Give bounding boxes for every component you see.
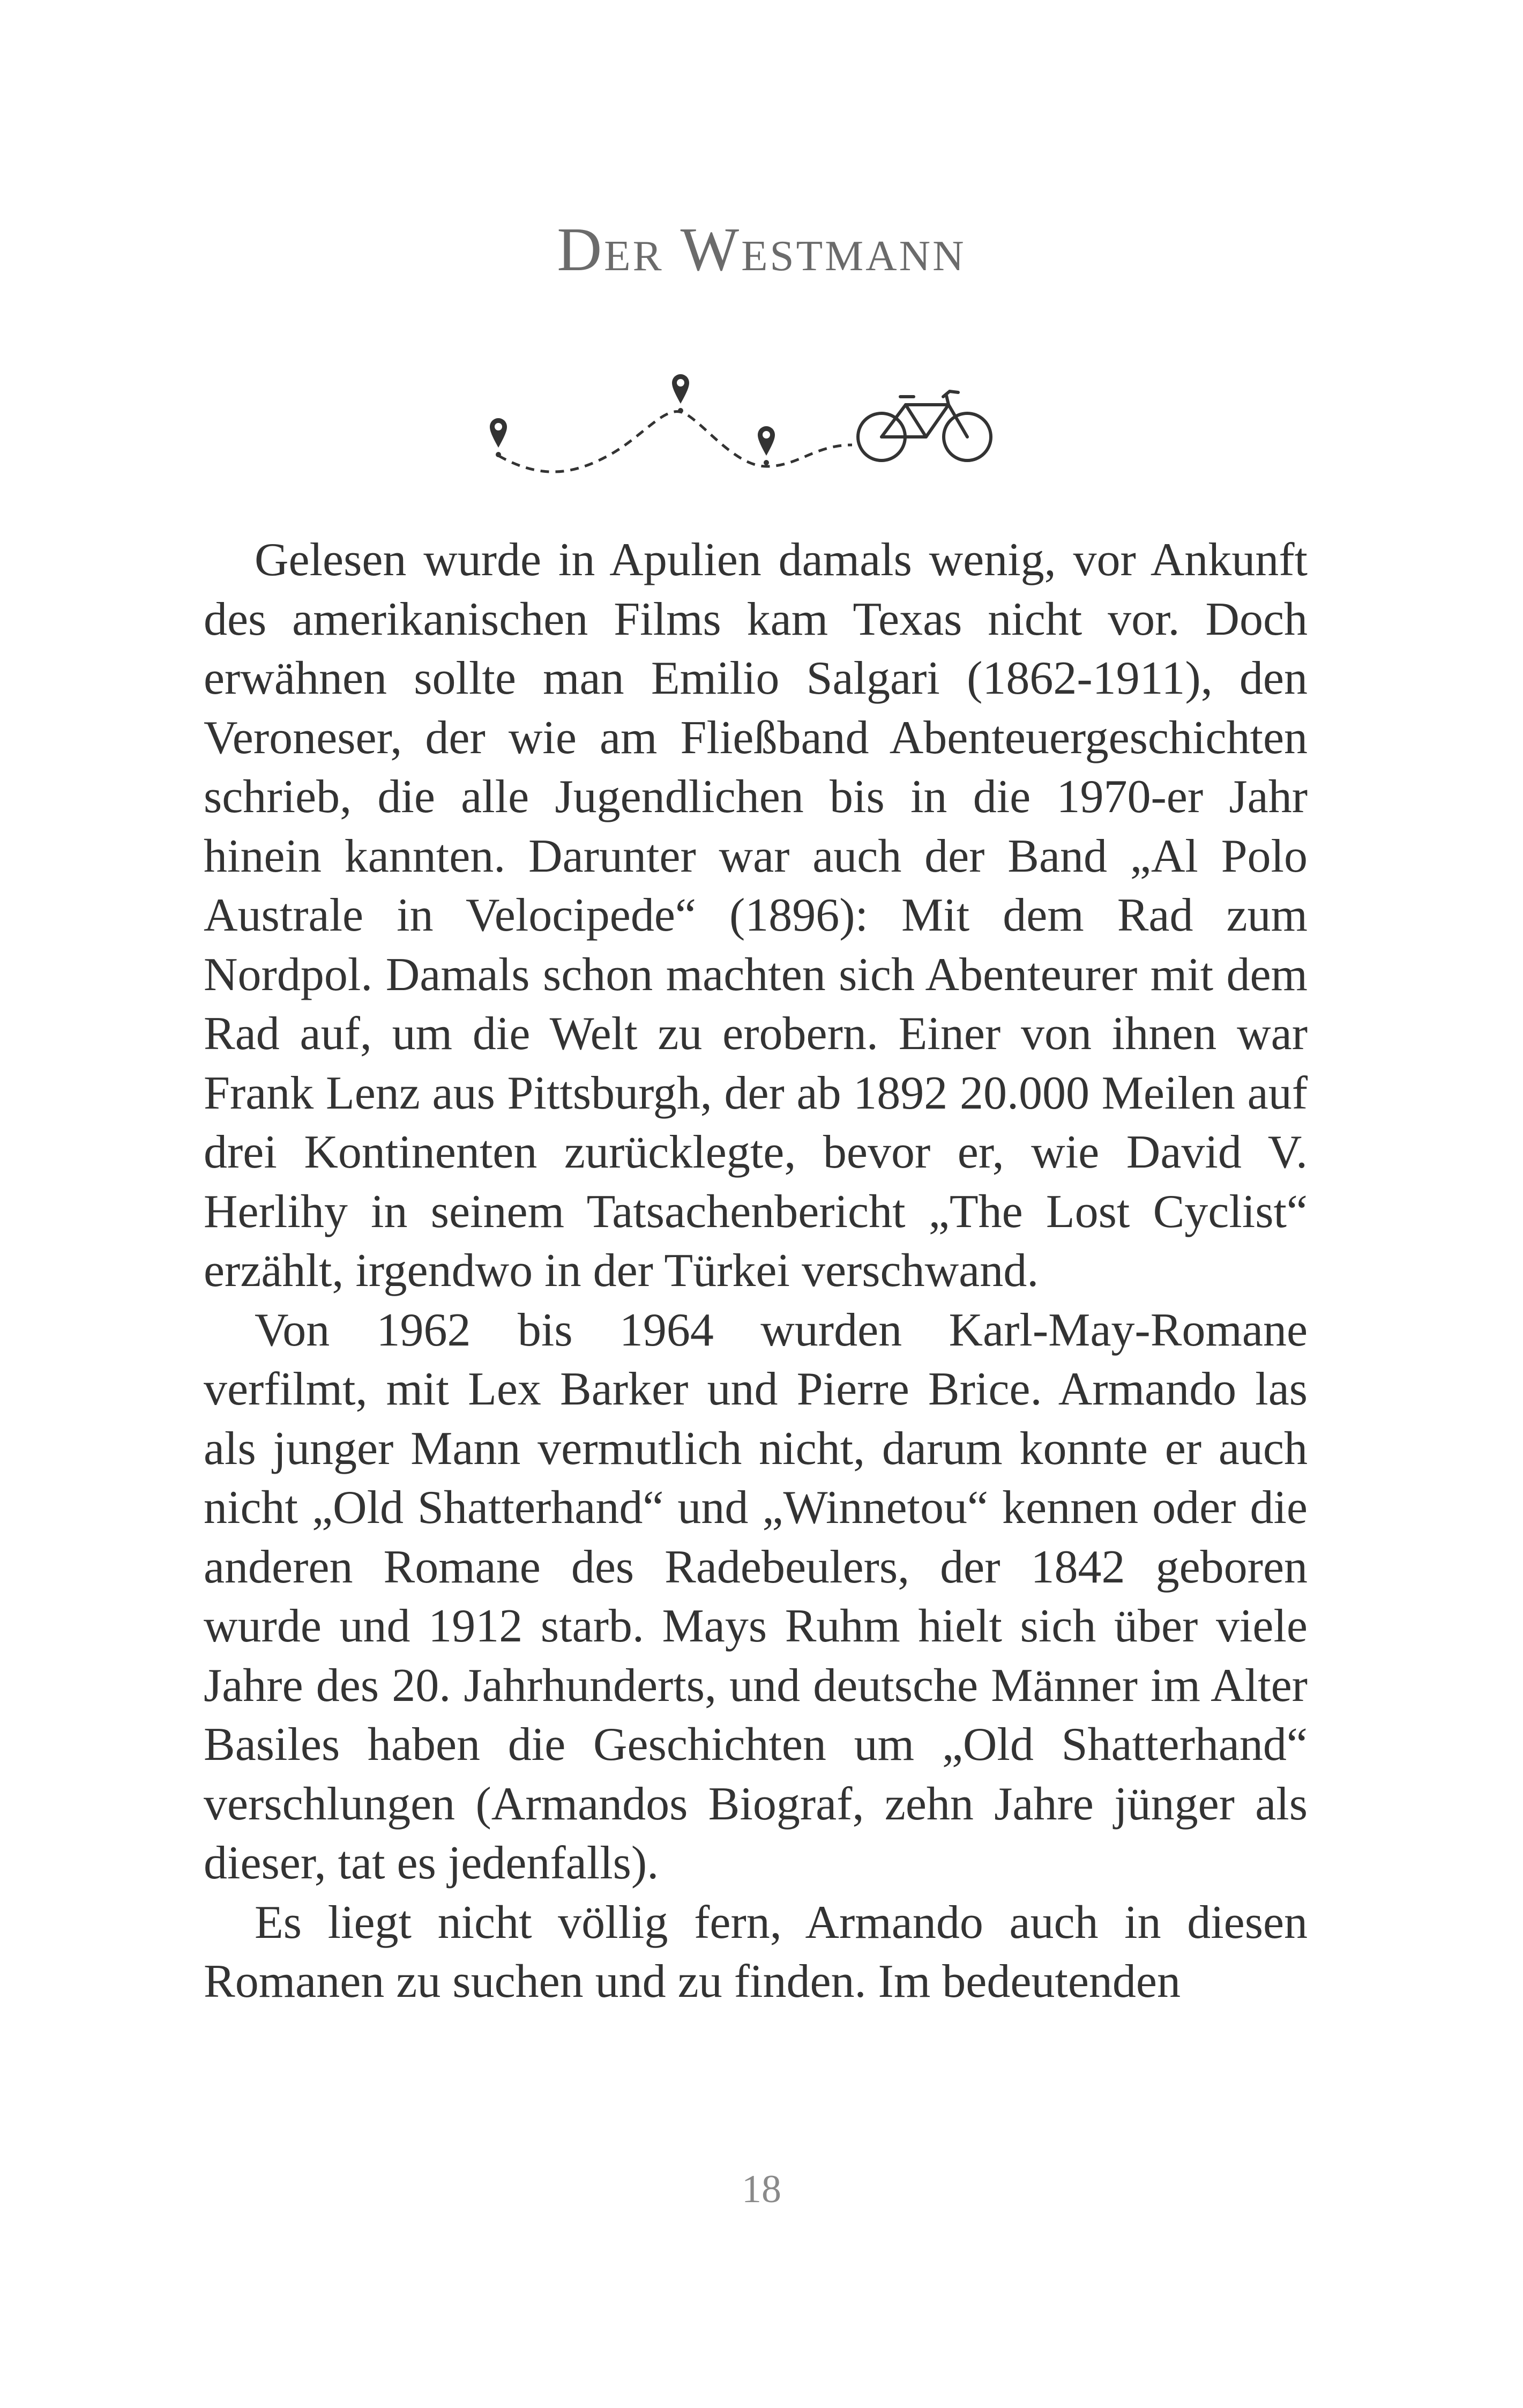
map-pin-icon [490, 418, 507, 457]
map-pin-icon [758, 426, 775, 465]
map-pin-icon [672, 374, 689, 413]
bicycle-icon [858, 391, 991, 460]
paragraph: Gelesen wurde in Apulien damals wenig, vor Ankunft des amerikanischen Films kam Texas nicht vor. Doch erwähnen sollte man Emilio Salgari (1862-1911), den Veroneser, der wie am Fließband Abenteuergeschichten schrieb, die alle Jugendlichen bis in die 1970-er Jahr hinein kannten. Darunter war auch der Band „Al Polo Australe in Velocipede“ (1896): Mit dem Rad zum Nordpol. Damals schon machten sich Abenteurer mit dem Rad auf, um die Welt zu erobern. Einer von ihnen war Frank Lenz aus Pittsburgh, der ab 1892 20.000 Meilen auf drei Kontinenten zurücklegte, bevor er, wie David V. Herlihy in seinem Tatsachenbericht „The Lost Cyclist“ erzählt, irgendwo in der Türkei verschwand. [204, 534, 1308, 1297]
paragraph: Von 1962 bis 1964 wurden Karl-May-Romane verfilmt, mit Lex Barker und Pierre Brice. Armando las als junger Mann vermutlich nicht, darum konnte er auch nicht „Old Shatterhand“ und „Winnetou“ kennen oder die anderen Romane des Radebeulers, der 1842 geboren wurde und 1912 starb. Mays Ruhm hielt sich über viele Jahre des 20. Jahrhunderts, und deutsche Männer im Alter Basiles haben die Geschichten um „Old Shatterhand“ verschlungen (Armandos Biograf, zehn Jahre jünger als dieser, tat es jedenfalls). [204, 1304, 1308, 1889]
route-ornament [482, 365, 1040, 493]
paragraph: Es liegt nicht völlig fern, Armando auch in diesen Romanen zu suchen und zu finden. Im bedeutenden [204, 1896, 1308, 2008]
dashed-route-line [498, 412, 852, 472]
body-text [204, 531, 1308, 2012]
page-number: 18 [742, 2167, 781, 2211]
chapter-title: Der Westmann [557, 215, 966, 284]
